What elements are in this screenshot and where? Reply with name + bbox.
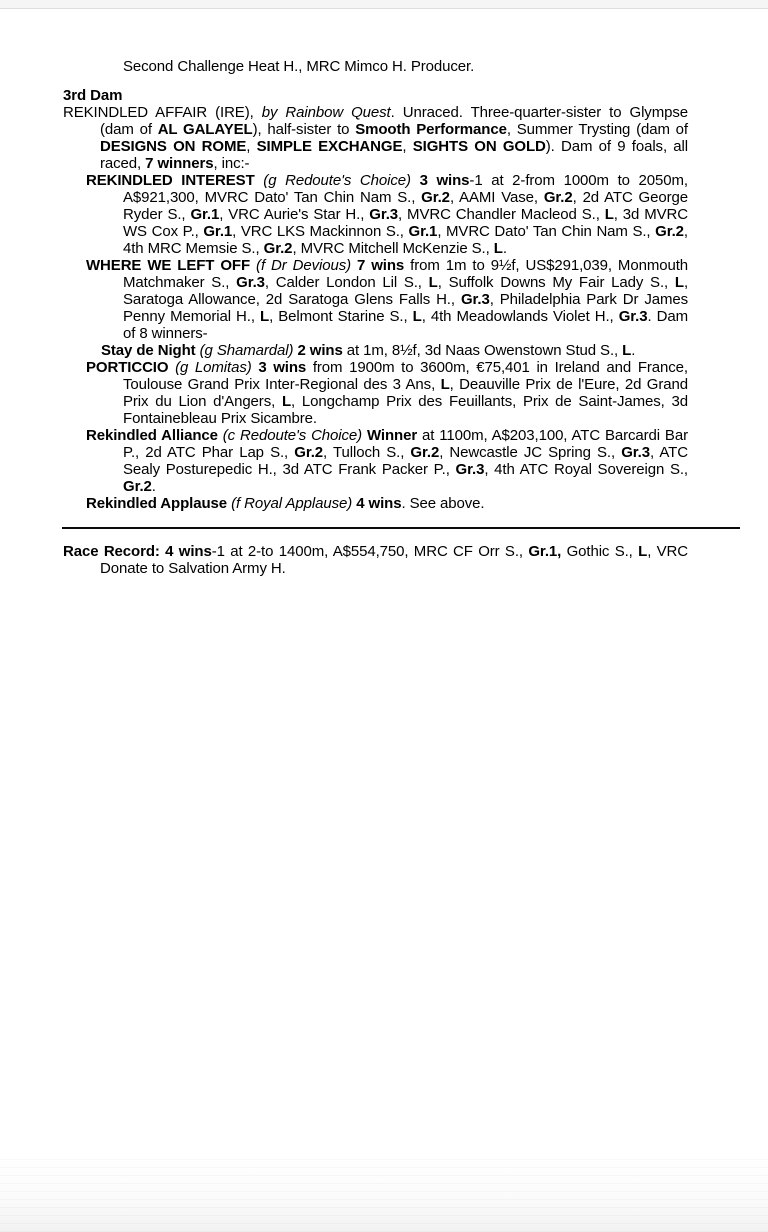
text-segment: , 2d ATC George Ryder S., bbox=[123, 189, 688, 223]
text-segment: Gr.2 bbox=[123, 478, 152, 495]
text-segment: SIGHTS ON GOLD bbox=[412, 138, 546, 155]
text-segment: Smooth Performance bbox=[355, 121, 507, 138]
text-segment: Rekindled Alliance bbox=[86, 427, 223, 444]
pedigree-content bbox=[63, 58, 688, 577]
text-segment: Stay de Night bbox=[101, 342, 200, 359]
pedigree-paragraph bbox=[63, 495, 688, 512]
text-segment: , 3d MVRC WS Cox P., bbox=[123, 206, 689, 240]
catalogue-page bbox=[0, 8, 768, 1232]
text-segment: , VRC LKS Mackinnon S., bbox=[232, 223, 409, 240]
text-segment: Gr.3 bbox=[460, 291, 490, 308]
text-segment: (f Dr Devious) bbox=[256, 257, 357, 274]
text-segment: . Unraced. Three-quarter-sister to Glympse (dam of bbox=[100, 104, 688, 138]
text-segment: L bbox=[260, 308, 270, 325]
pedigree-paragraph bbox=[63, 427, 688, 495]
text-segment: REKINDLED INTEREST bbox=[86, 172, 264, 189]
text-segment: ). Dam of 9 foals, all raced, bbox=[100, 138, 689, 172]
text-segment: -1 at 2-from 1000m to 2050m, A$921,300, MVRC Dato' Tan Chin Nam S., bbox=[123, 172, 688, 206]
text-segment: , MVRC Chandler Macleod S., bbox=[398, 206, 605, 223]
text-segment: , Belmont Starine S., bbox=[269, 308, 413, 325]
text-segment: , VRC Aurie's Star H., bbox=[219, 206, 370, 223]
pedigree-paragraph-list bbox=[63, 104, 688, 512]
text-segment: Winner bbox=[366, 427, 418, 444]
text-segment: (c Redoute's Choice) bbox=[222, 427, 367, 444]
text-segment: , MVRC Mitchell McKenzie S., bbox=[292, 240, 494, 257]
pedigree-paragraph bbox=[63, 342, 688, 359]
text-segment: L bbox=[440, 376, 450, 393]
text-segment: at 1m, 8½f, 3d Naas Owenstown Stud S., bbox=[342, 342, 623, 359]
text-segment: , VRC Donate to Salvation Army H. bbox=[100, 543, 688, 577]
text-segment: from 1m to 9½f, US$291,039, Monmouth Matchmaker S., bbox=[123, 257, 689, 291]
text-segment: Gr.2 bbox=[294, 444, 324, 461]
text-segment: Gr.3 bbox=[455, 461, 485, 478]
text-segment: SIMPLE EXCHANGE bbox=[256, 138, 403, 155]
third-dam-heading: 3rd Dam bbox=[63, 87, 123, 104]
text-segment: , Summer Trysting (dam of bbox=[506, 121, 688, 138]
text-segment: Gr.3 bbox=[618, 308, 648, 325]
text-segment: (g Lomitas) bbox=[175, 359, 259, 376]
text-segment: at 1100m, A$203,100, ATC Barcardi Bar P., 2d ATC Phar Lap S., bbox=[123, 427, 688, 461]
text-segment: 7 wins bbox=[357, 257, 405, 274]
text-segment: Gr.2 bbox=[410, 444, 440, 461]
text-segment: , ATC Sealy Posturepedic H., 3d ATC Frank Packer P., bbox=[123, 444, 688, 478]
text-segment: 4 wins bbox=[356, 495, 402, 512]
race-record-text bbox=[63, 543, 688, 577]
text-segment: from 1900m to 3600m, €75,401 in Ireland and France, Toulouse Grand Prix Inter-Regional des 3 Ans, bbox=[123, 359, 688, 393]
text-segment: Gr.1 bbox=[203, 223, 233, 240]
text-segment: Gr.2 bbox=[421, 189, 450, 206]
text-segment: , 4th MRC Memsie S., bbox=[123, 223, 688, 257]
text-segment: , Saratoga Allowance, 2d Saratoga Glens Falls H., bbox=[123, 274, 689, 308]
text-segment: (g Redoute's Choice) bbox=[263, 172, 420, 189]
text-segment: , AAMI Vase, bbox=[449, 189, 544, 206]
text-segment: Race Record: 4 wins bbox=[63, 543, 212, 560]
text-segment: Gr.2 bbox=[263, 240, 293, 257]
text-segment: PORTICCIO bbox=[86, 359, 176, 376]
text-segment: , 4th ATC Royal Sovereign S., bbox=[484, 461, 688, 478]
text-segment: , MVRC Dato' Tan Chin Nam S., bbox=[437, 223, 656, 240]
text-segment: -1 at 2-to 1400m, A$554,750, MRC CF Orr S., bbox=[211, 543, 529, 560]
text-segment: (g Shamardal) bbox=[199, 342, 298, 359]
text-segment: L bbox=[604, 206, 614, 223]
text-segment: Gr.1 bbox=[190, 206, 220, 223]
text-segment: . See above. bbox=[401, 495, 485, 512]
text-segment: Gr.2 bbox=[543, 189, 573, 206]
text-segment: Gr.1, bbox=[528, 543, 562, 560]
text-segment: Gr.1 bbox=[408, 223, 438, 240]
text-segment: ), half-sister to bbox=[252, 121, 356, 138]
text-segment: by Rainbow Quest bbox=[261, 104, 391, 121]
race-record-paragraph bbox=[63, 543, 688, 577]
pedigree-paragraph bbox=[63, 359, 688, 427]
text-segment: L bbox=[412, 308, 422, 325]
text-segment: L bbox=[622, 342, 632, 359]
text-segment: , Calder London Lil S., bbox=[264, 274, 429, 291]
text-segment: , 4th Meadowlands Violet H., bbox=[421, 308, 619, 325]
bottom-watermark bbox=[0, 1154, 768, 1232]
text-segment: L bbox=[428, 274, 438, 291]
text-segment: L bbox=[493, 240, 503, 257]
text-segment: L bbox=[674, 274, 684, 291]
text-segment: , Longchamp Prix des Feuillants, Prix de Saint-James, 3d Fontainebleau Prix Sicambre. bbox=[123, 393, 688, 427]
text-segment: , Tulloch S., bbox=[323, 444, 411, 461]
text-segment: DESIGNS ON ROME bbox=[100, 138, 247, 155]
text-segment: L bbox=[281, 393, 292, 410]
text-segment: . bbox=[631, 342, 636, 359]
text-segment: 7 winners bbox=[145, 155, 214, 172]
text-segment: , bbox=[246, 138, 257, 155]
text-segment: 3 wins bbox=[258, 359, 307, 376]
text-segment: Gothic S., bbox=[561, 543, 639, 560]
text-segment: . bbox=[151, 478, 156, 495]
section-divider bbox=[62, 527, 740, 529]
pedigree-paragraph bbox=[63, 104, 688, 172]
pedigree-paragraph bbox=[63, 257, 688, 342]
text-segment: Rekindled Applause bbox=[86, 495, 232, 512]
text-segment: , Suffolk Downs My Fair Lady S., bbox=[437, 274, 675, 291]
carryover-race-line: Second Challenge Heat H., MRC Mimco H. Producer. bbox=[123, 58, 475, 75]
pedigree-paragraph bbox=[63, 172, 688, 257]
text-segment: REKINDLED AFFAIR (IRE), bbox=[63, 104, 262, 121]
text-segment: 2 wins bbox=[297, 342, 343, 359]
text-segment: 3 wins bbox=[419, 172, 470, 189]
text-segment: Gr.3 bbox=[236, 274, 265, 291]
text-segment: . bbox=[502, 240, 507, 257]
text-segment: Gr.3 bbox=[369, 206, 399, 223]
text-segment: , Newcastle JC Spring S., bbox=[439, 444, 622, 461]
text-segment: , Deauville Prix de l'Eure, 2d Grand Prix du Lion d'Angers, bbox=[123, 376, 688, 410]
text-segment: WHERE WE LEFT OFF bbox=[86, 257, 257, 274]
text-segment: Gr.2 bbox=[655, 223, 684, 240]
text-segment: , Philadelphia Park Dr James Penny Memorial H., bbox=[123, 291, 688, 325]
text-segment: . Dam of 8 winners- bbox=[123, 308, 688, 342]
text-segment: AL GALAYEL bbox=[157, 121, 253, 138]
text-segment: L bbox=[638, 543, 648, 560]
text-segment: (f Royal Applause) bbox=[231, 495, 357, 512]
text-segment: Gr.3 bbox=[621, 444, 650, 461]
text-segment: , bbox=[402, 138, 413, 155]
text-segment: , inc:- bbox=[213, 155, 250, 172]
